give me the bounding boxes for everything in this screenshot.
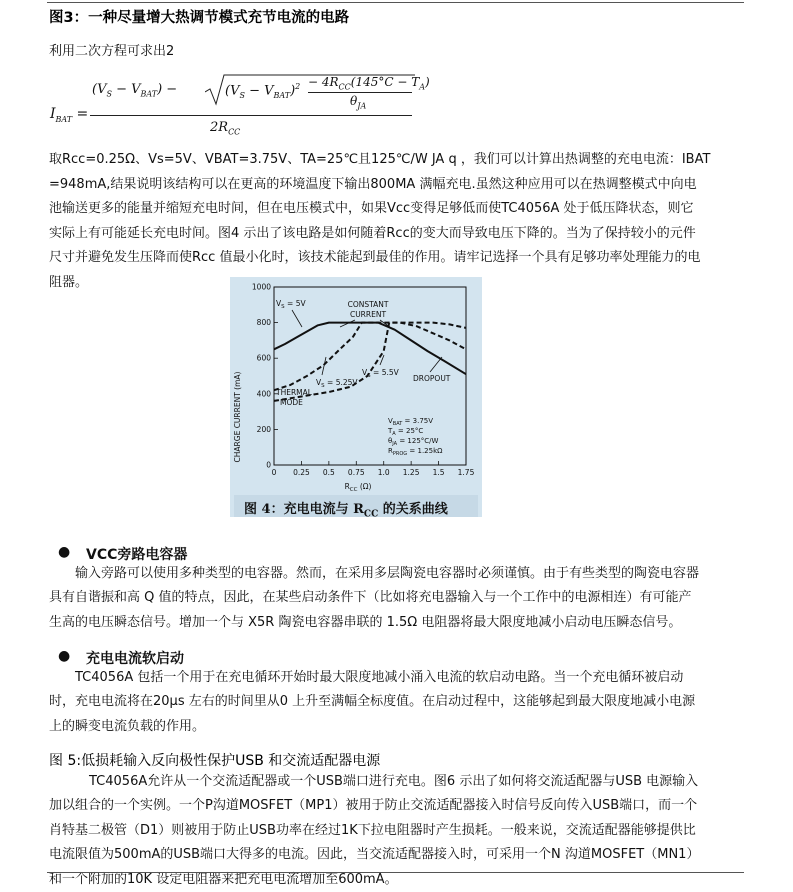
inner-fraction-bar [308, 92, 412, 93]
formula-theta: $\theta_{JA}$ [350, 94, 366, 110]
fig5-paragraph [49, 770, 745, 795]
para-thermal-regulation [49, 148, 745, 295]
formula-radicand-term: − $4R_{CC}(145^\circ C - T_A)$ [308, 75, 430, 91]
x-tick-label: 0.5 [323, 468, 335, 477]
main-fraction-bar [90, 115, 412, 116]
condition-rprog: $R_{PROG} = 1.25k\Omega$ [388, 447, 443, 457]
y-tick-label: 1000 [252, 283, 271, 292]
vcc-bullet: ● [58, 544, 70, 560]
soft-start-paragraph-cont [49, 690, 745, 739]
soft-start-line1: TC4056A 包括一个用于在充电循环开始时最大限度地减小涌入电流的软启动电路。当一个充电循环被启动 [49, 666, 745, 691]
condition-vbat: $V_{BAT} = 3.75V$ [388, 417, 433, 427]
annotation-dropout: DROPOUT [413, 374, 451, 383]
x-tick-label: 0.75 [348, 468, 365, 477]
annotation-vs-5-25v: $V_S = 5.25V$ [316, 378, 358, 389]
annotation-current: CURRENT [350, 310, 386, 319]
x-tick-label: 0 [272, 468, 277, 477]
annotation-mode: MODE [280, 398, 303, 407]
fig5-line3: 肖特基二极管（D1）则被用于防止USB功率在经过1K下拉电阻器时产生损耗。一般来说，交流适配器能够提供比 [49, 819, 745, 844]
annotation-vs-5v: $V_S = 5V$ [276, 299, 306, 310]
top-rule [47, 2, 744, 3]
vcc-line3: 生高的电压瞬态信号。增加一个与 X5R 陶瓷电容器串联的 1.5Ω 电阻器将最大限度地减小启动电压瞬态信号。 [49, 611, 745, 636]
condition-theta: $\theta_{JA} = 125^\circ C/W$ [388, 437, 439, 447]
x-tick-label: 1.0 [378, 468, 390, 477]
chart-canvas [230, 277, 482, 517]
vcc-line2: 具有自谐振和高 Q 值的特点，因此，在某些启动条件下（比如将充电器输入与一个工作中的电源相连）有可能产 [49, 586, 745, 611]
fig5-line4: 电流限值为500mA的USB端口大得多的电流。因此，当交流适配器接入时，可采用一个N 沟道MOSFET（MN1） [49, 843, 745, 868]
x-axis-label: $R_{CC}$ (Ω) [345, 482, 372, 493]
vcc-line1: 输入旁路可以使用多种类型的电容器。然而，在采用多层陶瓷电容器时必须谨慎。由于有些类型的陶瓷电容器 [49, 562, 745, 587]
para1-line1: 取Rcc=0.25Ω、Vs=5V、VBAT=3.75V、TA=25℃且125℃/W JA q ，我们可以计算出热调整的充电电流：IBAT [49, 148, 745, 173]
vcc-heading: VCC旁路电容器 [86, 544, 187, 564]
soft-start-heading: 充电电流软启动 [86, 648, 184, 668]
formula-denominator: $2R_{CC}$ [210, 120, 240, 137]
fig5-heading: 图 5:低损耗输入反向极性保护USB 和交流适配器电源 [49, 750, 380, 770]
para1-line6: 阻器。 [49, 271, 745, 296]
y-tick-label: 0 [266, 461, 271, 470]
x-tick-label: 1.25 [403, 468, 420, 477]
fig4-caption: 图 4：充电电流与 $R_{CC}$ 的关系曲线 [244, 498, 474, 520]
para1-line3: 池输送更多的能量并缩短充电时间，但在电压模式中，如果Vcc变得足够低而使TC4056A 处于低压降状态，则它 [49, 197, 745, 222]
x-tick-label: 1.5 [433, 468, 445, 477]
formula-radicand-left: $(V_S - V_{BAT})^2$ [225, 82, 300, 100]
fig3-heading: 图3：一种尽量增大热调节模式充节电流的电路 [49, 6, 349, 27]
vcc-paragraph [49, 562, 745, 587]
annotation-vs-5-5v: $V_S = 5.5V$ [362, 368, 400, 379]
bottom-rule [47, 872, 744, 873]
y-tick-label: 600 [257, 354, 272, 363]
soft-start-line2: 时，充电电流将在20μs 左右的时间里从0 上升至满幅全标度值。在启动过程中，这能够起到最大限度地减小电源 [49, 690, 745, 715]
soft-start-paragraph [49, 666, 745, 691]
y-axis-label: CHARGE CURRENT (mA) [233, 371, 242, 462]
soft-start-bullet: ● [58, 648, 70, 664]
soft-start-line3: 上的瞬变电流负载的作用。 [49, 715, 745, 740]
fig5-line2: 加以组合的一个实例。一个P沟道MOSFET（MP1）被用于防止交流适配器接入时信号反向传入USB端口，而一个 [49, 794, 745, 819]
y-tick-label: 200 [257, 425, 272, 434]
formula-intro: 利用二次方程可求出2 [49, 40, 745, 65]
x-tick-label: 1.75 [458, 468, 475, 477]
para1-line4: 实际上有可能延长充电时间。图4 示出了该电路是如何随着Rcc的变大而导致电压下降的。当为了保持较小的元件 [49, 222, 745, 247]
annotation-constant: CONSTANT [348, 300, 389, 309]
y-tick-label: 800 [257, 318, 272, 327]
para1-line5: 尺寸并避免发生压降而使Rcc 值最小化时，该技术能起到最佳的作用。请牢记选择一个具有足够功率处理能力的电 [49, 246, 745, 271]
annotation-thermal: THERMAL [275, 388, 313, 397]
formula-numerator-left: $(V_S - V_{BAT})$ − [92, 82, 177, 99]
para1-line2: =948mA,结果说明该结构可以在更高的环境温度下输出800MA 满幅充电.虽然这种应用可以在热调整模式中向电 [49, 173, 745, 198]
x-tick-label: 0.25 [293, 468, 310, 477]
condition-ta: $T_A = 25^\circ C$ [387, 427, 423, 437]
fig5-paragraph-cont [49, 794, 745, 892]
ibat-formula [50, 72, 370, 142]
formula-lhs: $I_{BAT}$ = [50, 106, 88, 124]
fig5-line5: 和一个附加的10K 设定电阻器来把充电电流增加至600mA。 [49, 868, 745, 892]
fig4-chart [230, 277, 482, 517]
y-tick-label: 400 [257, 389, 272, 398]
vcc-paragraph-cont [49, 586, 745, 635]
fig5-line1: TC4056A允许从一个交流适配器或一个USB端口进行充电。图6 示出了如何将交流适配器与USB 电源输入 [49, 770, 745, 795]
